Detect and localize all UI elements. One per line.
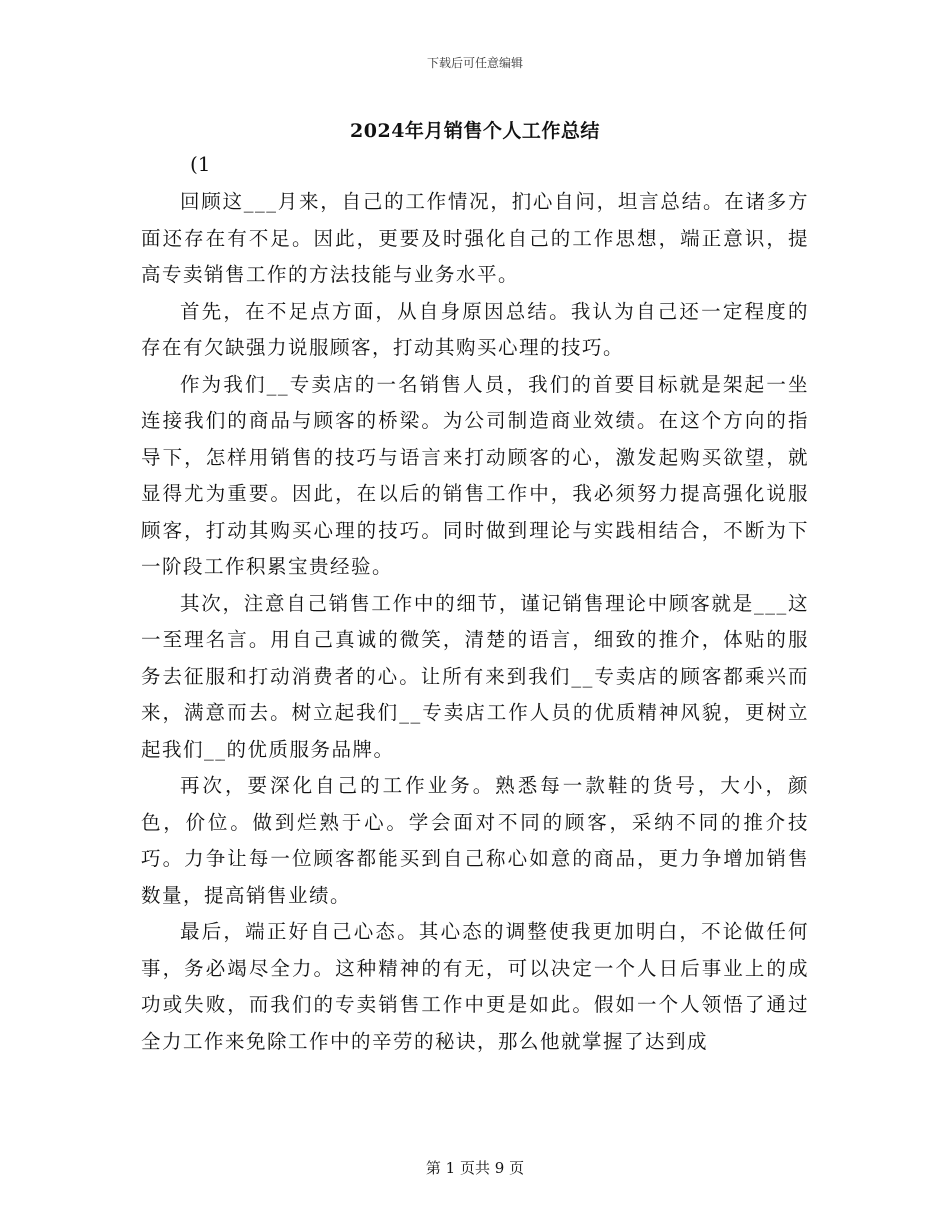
paragraph-4: 其次，注意自己销售工作中的细节，谨记销售理论中顾客就是___这一至理名言。用自己真诚的微笑，清楚的语言，细致的推介，体贴的服务去征服和打动消费者的心。让所有来到我们__专卖店的顾客都乘兴而来，满意而去。树立起我们__专卖店工作人员的优质精神风貌，更树立起我们__的优质服务品牌。 bbox=[141, 591, 809, 761]
paragraph-3: 作为我们__专卖店的一名销售人员，我们的首要目标就是架起一坐连接我们的商品与顾客的桥梁。为公司制造商业效绩。在这个方向的指导下，怎样用销售的技巧与语言来打动顾客的心，激发起购买欲望，就显得尤为重要。因此，在以后的销售工作中，我必须努力提高强化说服顾客，打动其购买心理的技巧。同时做到理论与实践相结合，不断为下一阶段工作积累宝贵经验。 bbox=[141, 372, 809, 578]
paragraph-5: 再次，要深化自己的工作业务。熟悉每一款鞋的货号，大小，颜色，价位。做到烂熟于心。学会面对不同的顾客，采纳不同的推介技巧。力争让每一位顾客都能买到自己称心如意的商品，更力争增加销售数量，提高销售业绩。 bbox=[141, 774, 809, 907]
header-note: 下载后可任意编辑 bbox=[426, 56, 523, 70]
paragraph-1: 回顾这___月来，自己的工作情况，扪心自问，坦言总结。在诸多方面还存在有不足。因此，更要及时强化自己的工作思想，端正意识，提高专卖销售工作的方法技能与业务水平。 bbox=[141, 190, 809, 286]
paragraph-6: 最后，端正好自己心态。其心态的调整使我更加明白，不论做任何事，务必竭尽全力。这种精神的有无，可以决定一个人日后事业上的成功或失败，而我们的专卖销售工作中更是如此。假如一个人领悟了通过全力工作来免除工作中的辛劳的秘诀，那么他就掌握了达到成 bbox=[141, 920, 809, 1053]
paragraph-2: 首先，在不足点方面，从自身原因总结。我认为自己还一定程度的存在有欠缺强力说服顾客，打动其购买心理的技巧。 bbox=[141, 299, 809, 359]
section-label: (1 bbox=[190, 152, 211, 176]
document-title: 2024年月销售个人工作总结 bbox=[350, 120, 600, 142]
page-footer: 第 1 页共 9 页 bbox=[425, 1159, 525, 1177]
document-body bbox=[141, 184, 809, 1060]
